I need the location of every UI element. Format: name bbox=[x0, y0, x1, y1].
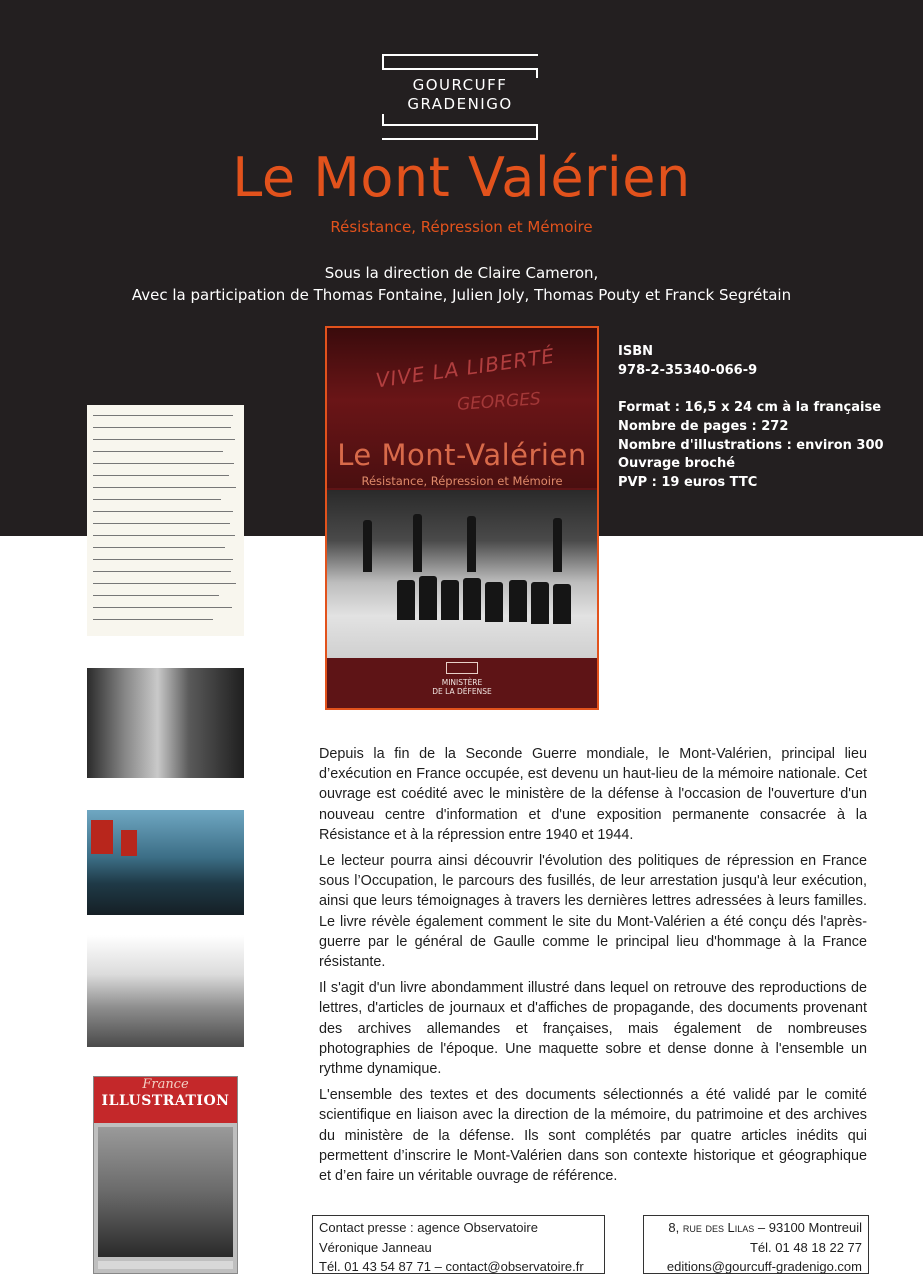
historical-photo-officers bbox=[87, 668, 244, 778]
address-city: – 93100 Montreuil bbox=[754, 1220, 862, 1235]
press-contact-line-3: Tél. 01 43 54 87 71 – contact@observatoire.fr bbox=[319, 1259, 584, 1274]
press-contact-line-1: Contact presse : agence Observatoire bbox=[319, 1220, 538, 1235]
cover-subtitle: Résistance, Répression et Mémoire bbox=[361, 474, 563, 488]
historical-photo-paris-street bbox=[87, 810, 244, 915]
book-subtitle: Résistance, Répression et Mémoire bbox=[330, 218, 593, 236]
cover-execution-photo bbox=[327, 490, 597, 658]
book-description bbox=[319, 744, 867, 1192]
cover-ministry bbox=[327, 678, 597, 696]
logo-word-gradenigo: GRADENIGO bbox=[407, 95, 513, 113]
description-paragraph-1: Depuis la fin de la Seconde Guerre mondiale, le Mont-Valérien, principal lieu d’exécution en France occupée, est devenu un haut-lieu de la mémoire nationale. Cet ouvrage est coédité avec le ministère de la défense à l'occasion de l'ouverture d'un nouveau centre d'information et d'une exposition permanente consacrée à la Résistance et à la répression entre 1940 et 1944. bbox=[319, 746, 867, 843]
logo-word-gourcuff: GOURCUFF bbox=[412, 76, 508, 94]
spec-illustrations: Nombre d'illustrations : environ 300 bbox=[618, 437, 884, 453]
publisher-phone: Tél. 01 48 18 22 77 bbox=[749, 1239, 862, 1255]
magazine-title-top: France bbox=[142, 1077, 189, 1092]
isbn-value: 978-2-35340-066-9 bbox=[618, 362, 758, 378]
magazine-title-main: ILLUSTRATION bbox=[101, 1093, 230, 1109]
direction-line-1: Sous la direction de Claire Cameron, bbox=[324, 264, 599, 282]
cover-graffiti-name: GEORGES bbox=[456, 389, 542, 415]
description-paragraph-2: Le lecteur pourra ainsi découvrir l'évolution des politiques de répression en France sous l’Occupation, le parcours des fusillés, de leur arrestation jusqu'à leur exécution, ainsi que leurs témoignages à travers les dernières lettres adressées à leurs familles. Le livre révèle également comment le site du Mont-Valérien a été conçu dés l'après-guerre par le général de Gaulle comme le principal lieu d'hommage à la France résistante. bbox=[319, 853, 867, 971]
spec-binding: Ouvrage broché bbox=[618, 456, 736, 472]
description-paragraph-3: Il s'agit d'un livre abondamment illustré dans lequel on retrouve des reproductions de lettres, d'articles de journaux et d'affiches de propagande, des documents provenant des archives allemandes et françaises, mais également de nombreuses photographies de l'époque. Une maquette sobre et dense donne à l'ensemble un rythme dynamique. bbox=[319, 980, 867, 1078]
cover-ministry-line-2: DE LA DÉFENSE bbox=[432, 687, 492, 696]
cover-graffiti-text: VIVE LA LIBERTÉ bbox=[374, 343, 557, 393]
book-title: Le Mont Valérien bbox=[232, 146, 691, 209]
publisher-contact-box bbox=[643, 1215, 869, 1274]
spec-price: PVP : 19 euros TTC bbox=[618, 474, 758, 490]
spec-format: Format : 16,5 x 24 cm à la française bbox=[618, 400, 882, 416]
cover-title: Le Mont-Valérien bbox=[337, 438, 587, 472]
handwritten-letter-image bbox=[87, 405, 244, 636]
address-number: 8, bbox=[668, 1220, 683, 1235]
historical-photo-troops bbox=[87, 935, 244, 1047]
cover-ministry-line-1: MINISTÈRE bbox=[441, 678, 483, 687]
cover-publisher-logo bbox=[446, 662, 478, 674]
publisher-logo bbox=[380, 54, 540, 140]
address-street: rue des Lilas bbox=[682, 1220, 755, 1235]
book-specs bbox=[618, 343, 884, 493]
press-contact-line-2: Véronique Janneau bbox=[319, 1239, 432, 1255]
spec-pages: Nombre de pages : 272 bbox=[618, 418, 789, 434]
book-cover bbox=[325, 326, 599, 710]
direction-line-2: Avec la participation de Thomas Fontaine, Julien Joly, Thomas Pouty et Franck Segrétain bbox=[131, 286, 792, 304]
isbn-label: ISBN bbox=[618, 344, 653, 359]
description-paragraph-4: L'ensemble des textes et des documents sélectionnés a été validé par le comité scientifique en liaison avec la direction de la mémoire, du patrimoine et des archives du ministère de la défense. Ils sont complétés par quatre articles inédits qui permettent d’inscrire le Mont-Valérien dans son contexte historique et géographique et d’en faire un véritable ouvrage de référence. bbox=[319, 1087, 867, 1185]
publisher-address bbox=[650, 1218, 862, 1238]
publisher-email: editions@gourcuff-gradenigo.com bbox=[666, 1259, 862, 1274]
magazine-cover-image bbox=[93, 1076, 238, 1274]
press-contact-box bbox=[312, 1215, 605, 1274]
book-direction bbox=[0, 262, 923, 306]
